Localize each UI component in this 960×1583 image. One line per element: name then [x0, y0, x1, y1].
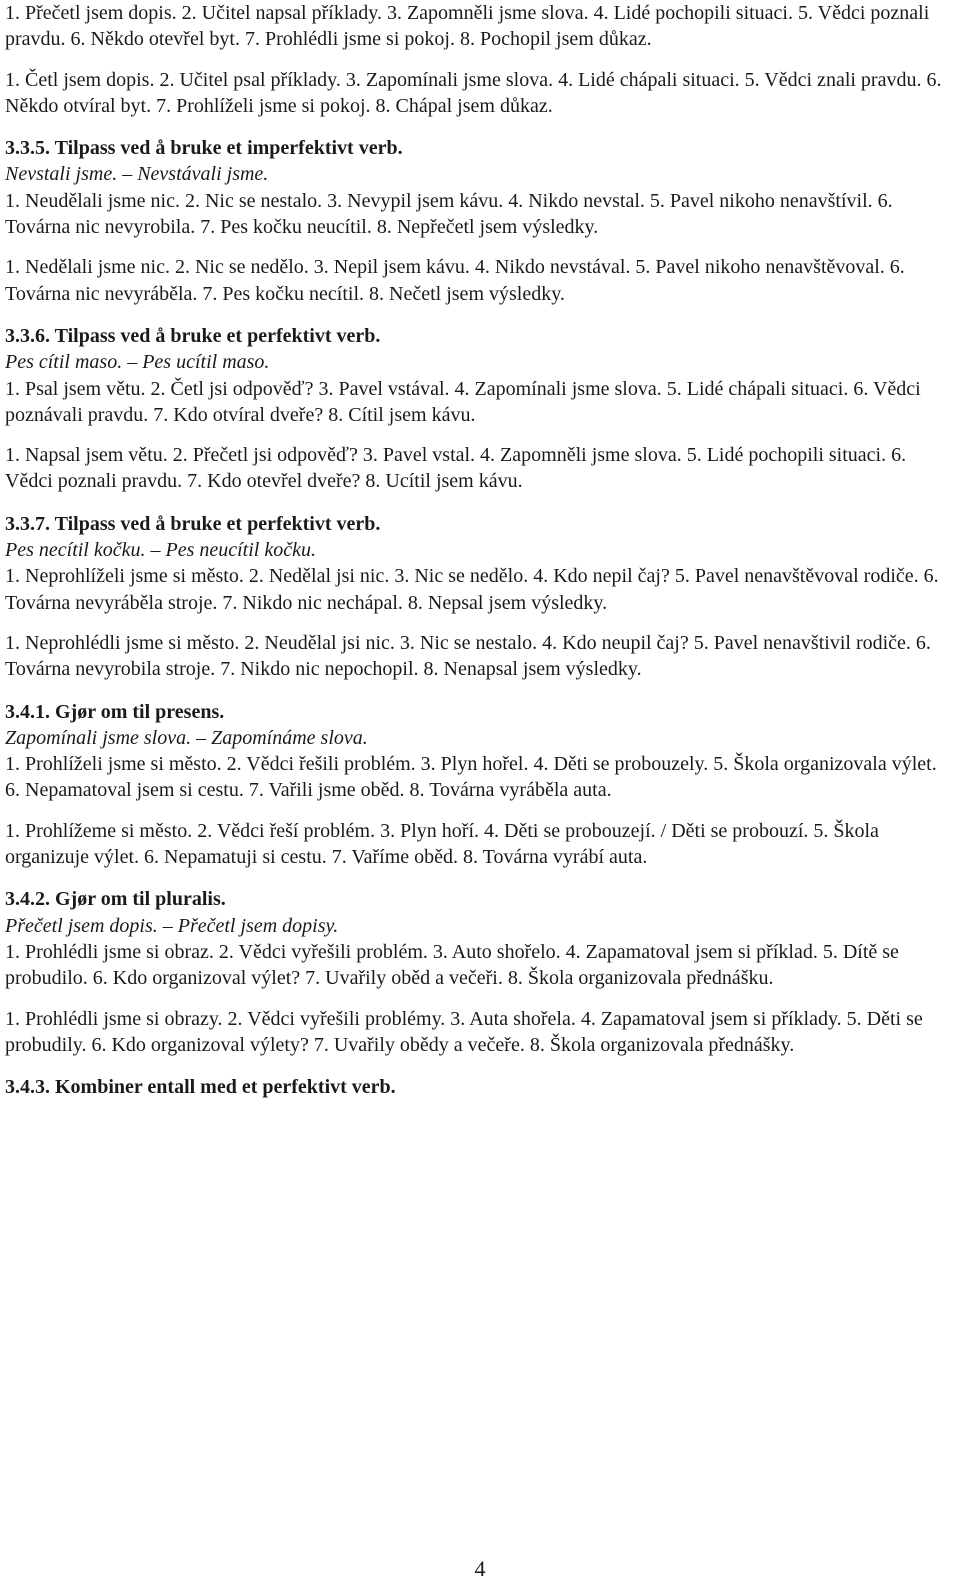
section-337-example: Pes necítil kočku. – Pes neucítil kočku. [5, 539, 316, 562]
section-336-heading: 3.3.6. Tilpass ved å bruke et perfektivt verb. [5, 324, 381, 347]
section-336-example: Pes cítil maso. – Pes ucítil maso. [5, 351, 270, 374]
section-342-example: Přečetl jsem dopis. – Přečetl jsem dopisy. [5, 914, 339, 937]
section-341-example: Zapomínali jsme slova. – Zapomínáme slova. [5, 726, 368, 749]
section-341-answer: 1. Prohlížeme si město. 2. Vědci řeší problém. 3. Plyn hoří. 4. Děti se probouzejí. / Děti se probouzí. 5. Škola organizuje výlet. 6. Nepamatuji si cestu. 7. Vaříme oběd. 8. Továrna vyrábí auta. [5, 819, 879, 869]
section-343-heading: 3.4.3. Kombiner entall med et perfektivt verb. [5, 1076, 396, 1099]
section-335-example: Nevstali jsme. – Nevstávali jsme. [5, 163, 269, 186]
section-336-answer: 1. Napsal jsem větu. 2. Přečetl jsi odpověď? 3. Pavel vstal. 4. Zapomněli jsme slova. 5. Lidé pochopili situaci. 6. Vědci poznali pravdu. 7. Kdo otevřel dveře? 8. Ucítil jsem kávu. [5, 444, 907, 493]
section-342-heading: 3.4.2. Gjør om til pluralis. [5, 888, 226, 911]
section-341-heading: 3.4.1. Gjør om til presens. [5, 700, 225, 723]
section-341-exercise: 1. Prohlíželi jsme si město. 2. Vědci řešili problém. 3. Plyn hořel. 4. Děti se probouzely. 5. Škola organizovala výlet. 6. Nepamatoval jsem si cestu. 7. Vařili jsme oběd. 8. Továrna vyráběla auta. [5, 753, 937, 802]
intro-paragraph-1: 1. Přečetl jsem dopis. 2. Učitel napsal příklady. 3. Zapomněli jsme slova. 4. Lidé pochopili situaci. 5. Vědci poznali pravdu. 6. Někdo otevřel byt. 7. Prohlédli jsme si pokoj. 8. Pochopil jsem důkaz. [5, 2, 930, 51]
section-342-answer: 1. Prohlédli jsme si obrazy. 2. Vědci vyřešili problémy. 3. Auta shořela. 4. Zapamatoval jsem si příklady. 5. Děti se probudily. 6. Kdo organizoval výlety? 7. Uvařily obědy a večeře. 8. Škola organizovala přednášky. [5, 1007, 923, 1056]
page-number: 4 [474, 1556, 486, 1581]
section-335-exercise: 1. Neudělali jsme nic. 2. Nic se nestalo. 3. Nevypil jsem kávu. 4. Nikdo nevstal. 5. Pavel nikoho nenavštívil. 6. Továrna nic nevyrobila. 7. Pes kočku neucítil. 8. Nepřečetl jsem výsledky. [5, 189, 893, 239]
document-page [5, 0, 955, 1100]
section-337-heading: 3.3.7. Tilpass ved å bruke et perfektivt verb. [5, 512, 381, 535]
section-335-heading: 3.3.5. Tilpass ved å bruke et imperfektivt verb. [5, 137, 403, 160]
section-337-exercise: 1. Neprohlíželi jsme si město. 2. Nedělal jsi nic. 3. Nic se nedělo. 4. Kdo nepil čaj? 5. Pavel nenavštěvoval rodiče. 6. Továrna nevyráběla stroje. 7. Nikdo nic nechápal. 8. Nepsal jsem výsledky. [5, 565, 939, 614]
section-337-answer: 1. Neprohlédli jsme si město. 2. Neudělal jsi nic. 3. Nic se nestalo. 4. Kdo neupil čaj? 5. Pavel nenavštivil rodiče. 6. Továrna nevyrobila stroje. 7. Nikdo nic nepochopil. 8. Nenapsal jsem výsledky. [5, 631, 931, 681]
intro-paragraph-2: 1. Četl jsem dopis. 2. Učitel psal příklady. 3. Zapomínali jsme slova. 4. Lidé chápali situaci. 5. Vědci znali pravdu. 6. Někdo otvíral byt. 7. Prohlíželi jsme si pokoj. 8. Chápal jsem důkaz. [5, 68, 942, 117]
section-342-exercise: 1. Prohlédli jsme si obraz. 2. Vědci vyřešili problém. 3. Auto shořelo. 4. Zapamatoval jsem si příklad. 5. Dítě se probudilo. 6. Kdo organizoval výlet? 7. Uvařily oběd a večeři. 8. Škola organizovala přednášku. [5, 940, 899, 990]
section-335-answer: 1. Nedělali jsme nic. 2. Nic se nedělo. 3. Nepil jsem kávu. 4. Nikdo nevstával. 5. Pavel nikoho nenavštěvoval. 6. Továrna nic nevyráběla. 7. Pes kočku necítil. 8. Nečetl jsem výsledky. [5, 256, 905, 305]
section-336-exercise: 1. Psal jsem větu. 2. Četl jsi odpověď? 3. Pavel vstával. 4. Zapomínali jsme slova. 5. Lidé chápali situaci. 6. Vědci poznávali pravdu. 7. Kdo otvíral dveře? 8. Cítil jsem kávu. [5, 377, 921, 426]
